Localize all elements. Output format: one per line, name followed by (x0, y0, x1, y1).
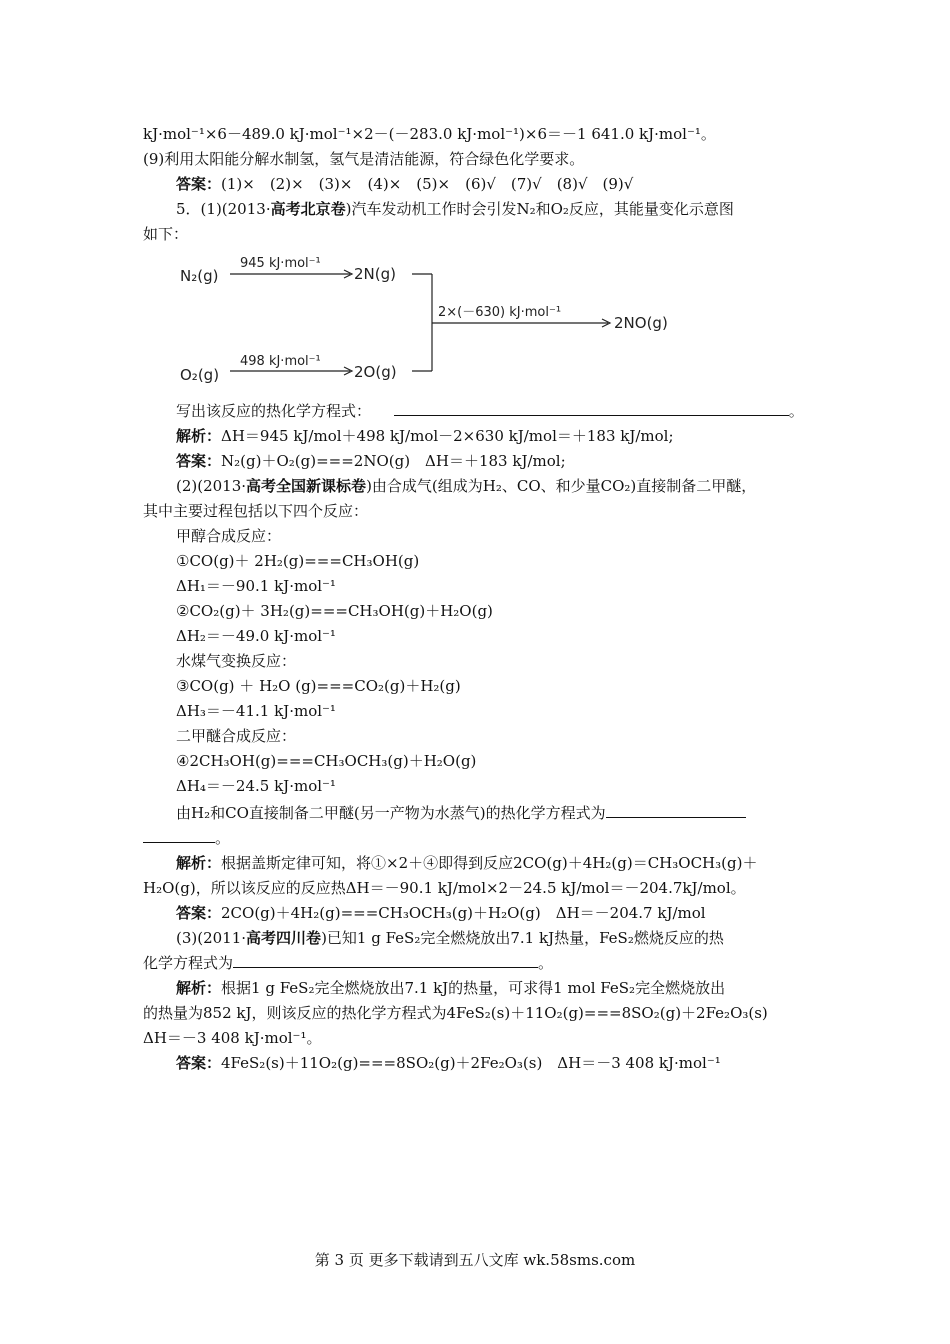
q3-prompt: 化学方程式为 (143, 954, 234, 972)
q3-end: 。 (538, 954, 554, 972)
diagram-n2: N₂(g) (180, 267, 219, 285)
answer-label: 答案： (176, 904, 222, 922)
q5-prompt: 写出该反应的热化学方程式： (176, 402, 372, 420)
analysis-2 (176, 853, 757, 873)
page-footer: 第 3 页 更多下载请到五八文库 wk.58sms.com (314, 1251, 636, 1269)
analysis-3-cont: 的热量为852 kJ，则该反应的热化学方程式为4FeS₂(s)＋11O₂(g)===8SO₂(g)＋2Fe₂O₃(s) (143, 1004, 768, 1022)
reaction-1-enthalpy: ΔH₁＝－90.1 kJ·mol⁻¹ (176, 577, 336, 595)
q2-prompt-cont (143, 828, 230, 848)
answer-blank-2 (606, 803, 746, 818)
diagram-e3: 2×(－630) kJ·mol⁻¹ (438, 305, 562, 320)
q5-end: 。 (788, 402, 804, 420)
answer-text: 4FeS₂(s)＋11O₂(g)===8SO₂(g)＋2Fe₂O₃(s) ΔH＝－3 408 kJ·mol⁻¹ (221, 1054, 721, 1072)
diagram-e1: 945 kJ·mol⁻¹ (240, 256, 321, 271)
reaction-3: ③CO(g) ＋ H₂O (g)===CO₂(g)＋H₂(g) (176, 677, 461, 695)
analysis-text: 根据盖斯定律可知，将①×2＋④即得到反应2CO(g)＋4H₂(g)＝CH₃OCH₃(g)＋ (221, 854, 758, 872)
diagram-p1: 2N(g) (354, 265, 396, 283)
q3-prefix: (3)(2011· (176, 929, 247, 947)
question-5-heading (176, 199, 734, 219)
answer-label: 答案： (176, 452, 222, 470)
reaction-title-3: 二甲醚合成反应： (176, 727, 297, 745)
q3-source: 高考四川卷 (246, 929, 322, 947)
analysis-label: 解析： (176, 854, 222, 872)
calc-line: kJ·mol⁻¹×6－489.0 kJ·mol⁻¹×2－(－283.0 kJ·mol⁻¹)×6＝－1 641.0 kJ·mol⁻¹。 (143, 125, 716, 143)
q2-source: 高考全国新课标卷 (246, 477, 367, 495)
reaction-2-enthalpy: ΔH₂＝－49.0 kJ·mol⁻¹ (176, 627, 336, 645)
analysis-2-cont: H₂O(g)，所以该反应的反应热ΔH＝－90.1 kJ/mol×2－24.5 kJ/mol＝－204.7kJ/mol。 (143, 879, 746, 897)
answer-2 (176, 903, 706, 923)
q2-prefix: (2)(2013· (176, 477, 247, 495)
reaction-4-enthalpy: ΔH₄＝－24.5 kJ·mol⁻¹ (176, 777, 336, 795)
question-5-cont: 如下： (143, 225, 189, 243)
answer-line-1 (176, 174, 633, 194)
q5-prompt-line (176, 401, 804, 421)
answer-blank-3 (233, 953, 538, 968)
answer-blank-1 (394, 401, 789, 416)
diagram-e2: 498 kJ·mol⁻¹ (240, 354, 321, 369)
q5-source: 高考北京卷 (270, 200, 346, 218)
diagram-o2: O₂(g) (180, 366, 220, 384)
q2-prompt: 由H₂和CO直接制备二甲醚(另一产物为水蒸气)的热化学方程式为 (176, 804, 606, 822)
question-3-heading (176, 928, 724, 948)
reaction-3-enthalpy: ΔH₃＝－41.1 kJ·mol⁻¹ (176, 702, 336, 720)
analysis-label: 解析： (176, 979, 222, 997)
diagram-p3: 2NO(g) (614, 314, 668, 332)
analysis-3-cont2: ΔH＝－3 408 kJ·mol⁻¹。 (143, 1029, 322, 1047)
analysis-text: ΔH＝945 kJ/mol＋498 kJ/mol－2×630 kJ/mol＝＋183 kJ/mol; (221, 427, 674, 445)
q3-text: )已知1 g FeS₂完全燃烧放出7.1 kJ热量，FeS₂燃烧反应的热 (321, 929, 724, 947)
question-2-cont: 其中主要过程包括以下四个反应： (143, 502, 369, 520)
reaction-2: ②CO₂(g)＋ 3H₂(g)===CH₃OH(g)＋H₂O(g) (176, 602, 493, 620)
answer-text: (1)× (2)× (3)× (4)× (5)× (6)√ (7)√ (8)√ (9)√ (221, 175, 634, 193)
answer-3 (176, 1053, 721, 1073)
answer-blank-2b (143, 828, 215, 843)
q2-end: 。 (215, 829, 231, 847)
answer-label: 答案： (176, 175, 222, 193)
q5-prefix: 5．(1)(2013· (176, 200, 271, 218)
diagram-p2: 2O(g) (354, 363, 397, 381)
answer-text: N₂(g)＋O₂(g)===2NO(g) ΔH＝＋183 kJ/mol; (221, 452, 566, 470)
reaction-4: ④2CH₃OH(g)===CH₃OCH₃(g)＋H₂O(g) (176, 752, 477, 770)
answer-label: 答案： (176, 1054, 222, 1072)
analysis-label: 解析： (176, 427, 222, 445)
q3-prompt-line (143, 953, 553, 973)
note-9: (9)利用太阳能分解水制氢，氢气是清洁能源，符合绿色化学要求。 (143, 150, 585, 168)
analysis-text: 根据1 g FeS₂完全燃烧放出7.1 kJ的热量，可求得1 mol FeS₂完全燃烧放出 (221, 979, 726, 997)
analysis-1 (176, 426, 674, 446)
question-2-heading (176, 476, 756, 496)
q2-text: )由合成气(组成为H₂、CO、和少量CO₂)直接制备二甲醚， (366, 477, 757, 495)
reaction-title-2: 水煤气变换反应： (176, 652, 297, 670)
answer-text: 2CO(g)＋4H₂(g)===CH₃OCH₃(g)＋H₂O(g) ΔH＝－204.7 kJ/mol (221, 904, 706, 922)
reaction-title-1: 甲醇合成反应： (176, 527, 282, 545)
reaction-1: ①CO(g)＋ 2H₂(g)===CH₃OH(g) (176, 552, 420, 570)
analysis-3 (176, 978, 725, 998)
q2-prompt-line (176, 803, 746, 823)
answer-1 (176, 451, 566, 471)
q5-text: )汽车发动机工作时会引发N₂和O₂反应，其能量变化示意图 (345, 200, 734, 218)
energy-diagram (172, 247, 712, 395)
